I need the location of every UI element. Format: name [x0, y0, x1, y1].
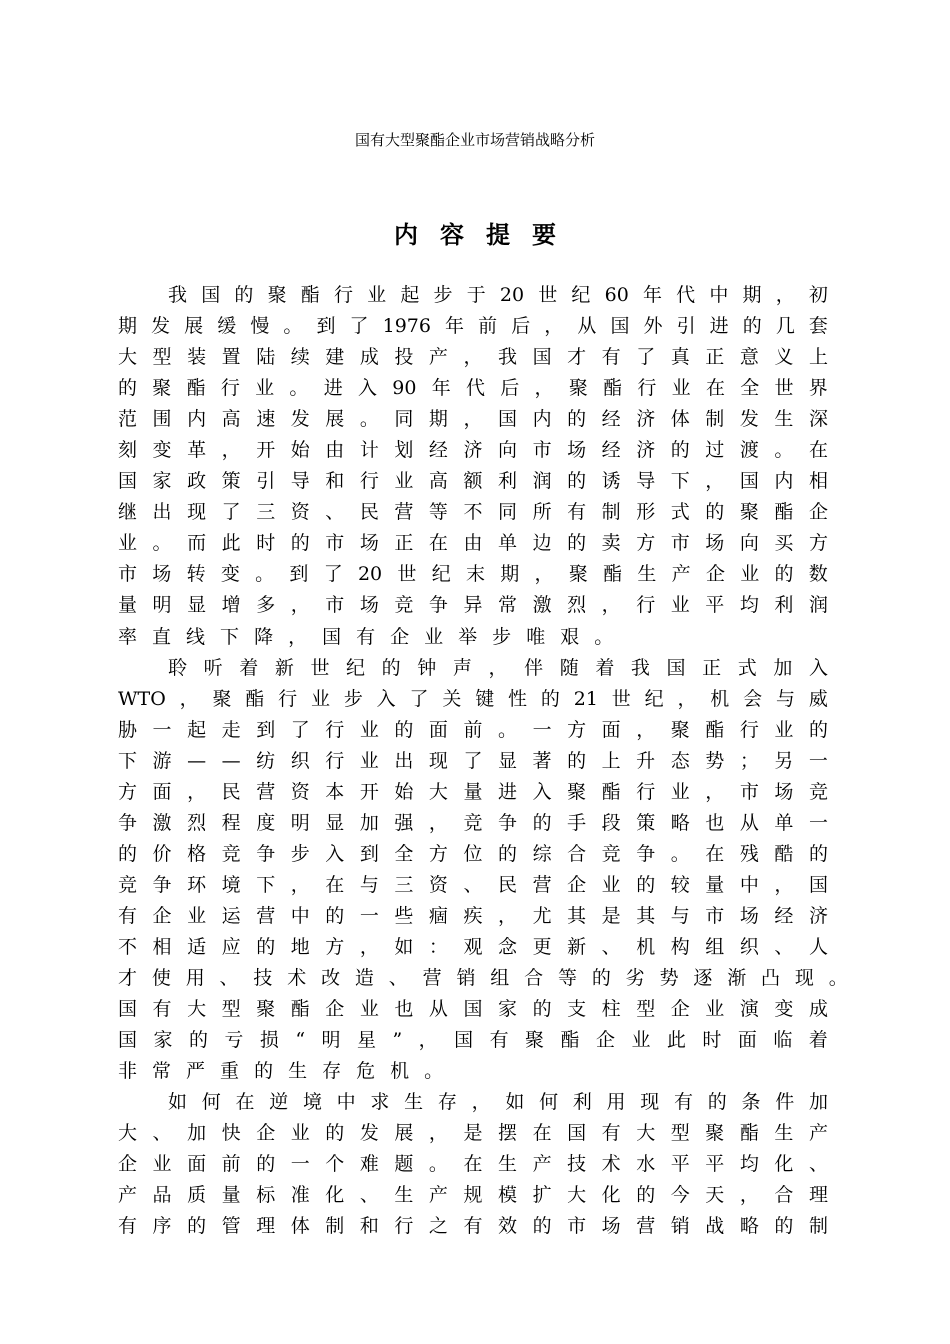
- text-line: 业 。 而 此 时 的 市 场 正 在 由 单 边 的 卖 方 市 场 向 买 方: [118, 532, 828, 555]
- document-header: 国有大型聚酯企业市场营销战略分析: [354, 131, 595, 149]
- text-line: 国 家 的 亏 损 “ 明 星 ” ， 国 有 聚 酯 企 业 此 时 面 临 着: [118, 1029, 828, 1052]
- text-line: 方 面 ， 民 营 资 本 开 始 大 量 进 入 聚 酯 行 业 ， 市 场 竞: [118, 780, 828, 803]
- text-line: WTO ， 聚 酯 行 业 步 入 了 关 键 性 的 21 世 纪 ， 机 会 与 威: [118, 687, 828, 710]
- section-title: 内 容 提 要: [394, 220, 556, 249]
- text-line: 我 国 的 聚 酯 行 业 起 步 于 20 世 纪 60 年 代 中 期 ， 初: [168, 284, 828, 306]
- text-line: 国 有 大 型 聚 酯 企 业 也 从 国 家 的 支 柱 型 企 业 演 变 成: [118, 998, 828, 1021]
- text-line: 范 围 内 高 速 发 展 。 同 期 ， 国 内 的 经 济 体 制 发 生 深: [118, 408, 828, 431]
- text-line: 国 家 政 策 引 导 和 行 业 高 额 利 润 的 诱 导 下 ， 国 内 相: [118, 470, 828, 493]
- text-line: 下 游 — — 纺 织 行 业 出 现 了 显 著 的 上 升 态 势 ； 另 一: [118, 749, 828, 772]
- text-line: 竞 争 环 境 下 ， 在 与 三 资 、 民 营 企 业 的 较 量 中 ， 国: [118, 873, 828, 896]
- text-line: 才 使 用 、 技 术 改 造 、 营 销 组 合 等 的 劣 势 逐 渐 凸 现 。: [118, 967, 848, 990]
- text-line: 刻 变 革 ， 开 始 由 计 划 经 济 向 市 场 经 济 的 过 渡 。 在: [118, 439, 828, 462]
- text-line: 大 、 加 快 企 业 的 发 展 ， 是 摆 在 国 有 大 型 聚 酯 生 产: [118, 1122, 828, 1145]
- text-line: 产 品 质 量 标 准 化 、 生 产 规 模 扩 大 化 的 今 天 ， 合 理: [118, 1184, 828, 1207]
- text-line: 大 型 装 置 陆 续 建 成 投 产 ， 我 国 才 有 了 真 正 意 义 上: [118, 346, 828, 369]
- text-line: 的 价 格 竞 争 步 入 到 全 方 位 的 综 合 竞 争 。 在 残 酷 的: [118, 842, 828, 865]
- text-line: 争 激 烈 程 度 明 显 加 强 ， 竞 争 的 手 段 策 略 也 从 单 一: [118, 811, 828, 834]
- text-line: 不 相 适 应 的 地 方 ， 如 ： 观 念 更 新 、 机 构 组 织 、 人: [118, 935, 828, 958]
- abstract-body: [118, 280, 848, 1242]
- text-line: 如 何 在 逆 境 中 求 生 存 ， 如 何 利 用 现 有 的 条 件 加: [168, 1091, 828, 1114]
- text-line: 非 常 严 重 的 生 存 危 机 。: [118, 1060, 444, 1083]
- text-line: 市 场 转 变 。 到 了 20 世 纪 末 期 ， 聚 酯 生 产 企 业 的 数: [118, 563, 828, 586]
- text-line: 有 企 业 运 营 中 的 一 些 痼 疾 ， 尤 其 是 其 与 市 场 经 济: [118, 904, 828, 927]
- text-line: 有 序 的 管 理 体 制 和 行 之 有 效 的 市 场 营 销 战 略 的 制: [118, 1215, 828, 1238]
- text-line: 量 明 显 增 多 ， 市 场 竞 争 异 常 激 烈 ， 行 业 平 均 利 润: [118, 594, 828, 617]
- text-line: 期 发 展 缓 慢 。 到 了 1976 年 前 后 ， 从 国 外 引 进 的 几 套: [118, 315, 828, 338]
- text-line: 的 聚 酯 行 业 。 进 入 90 年 代 后 ， 聚 酯 行 业 在 全 世 界: [118, 377, 828, 400]
- text-line: 胁 一 起 走 到 了 行 业 的 面 前 。 一 方 面 ， 聚 酯 行 业 的: [118, 718, 828, 741]
- text-line: 继 出 现 了 三 资 、 民 营 等 不 同 所 有 制 形 式 的 聚 酯 企: [118, 501, 828, 524]
- text-line: 聆 听 着 新 世 纪 的 钟 声 ， 伴 随 着 我 国 正 式 加 入: [168, 656, 828, 679]
- text-line: 率 直 线 下 降 ， 国 有 企 业 举 步 唯 艰 。: [118, 625, 614, 648]
- text-line: 企 业 面 前 的 一 个 难 题 。 在 生 产 技 术 水 平 平 均 化 、: [118, 1153, 828, 1176]
